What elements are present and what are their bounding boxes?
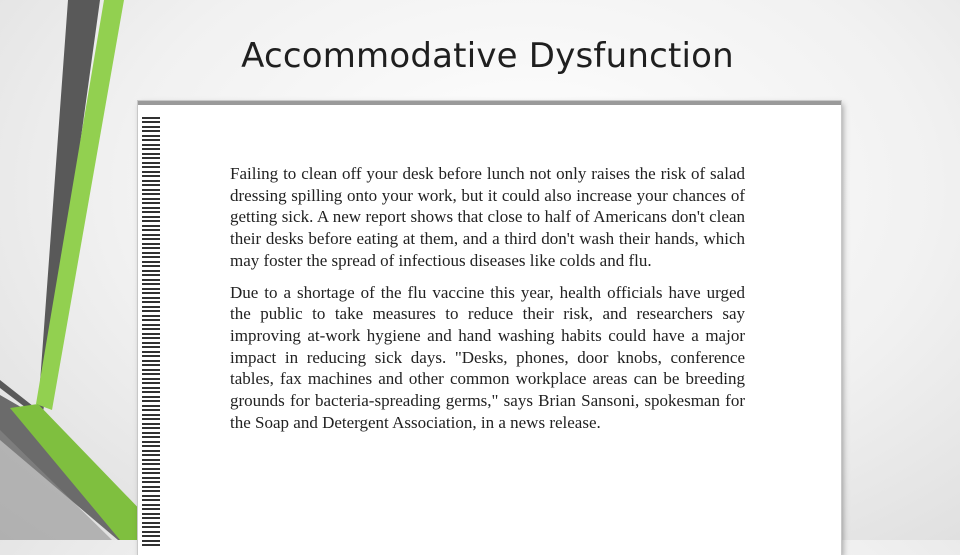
slide-title: Accommodative Dysfunction [241, 36, 734, 76]
paragraph-2: Due to a shortage of the flu vaccine this year, health officials have urged the public to take measures to reduce their risk, and researchers say improving at-work hygiene and hand washing habits could have a major impact in reducing sick days. "Desks, phones, door knobs, conference tables, fax machines and other common workplace areas can be breeding grounds for bacteria-spreading germs," says Brian Sansoni, spokesman for the Soap and Detergent Association, in a news release. [230, 282, 745, 432]
paragraph-1: Failing to clean off your desk before lunch not only raises the risk of salad dressing spilling onto your work, but it could also increase your chances of getting sick. A new report shows that close to half of Americans don't clean their desks before eating at them, and a third don't wash their hands, which may foster the spread of infectious diseases like colds and flu. [230, 164, 745, 270]
document-text [230, 163, 745, 443]
spiral-binding [142, 117, 160, 547]
notebook-page [138, 101, 841, 555]
